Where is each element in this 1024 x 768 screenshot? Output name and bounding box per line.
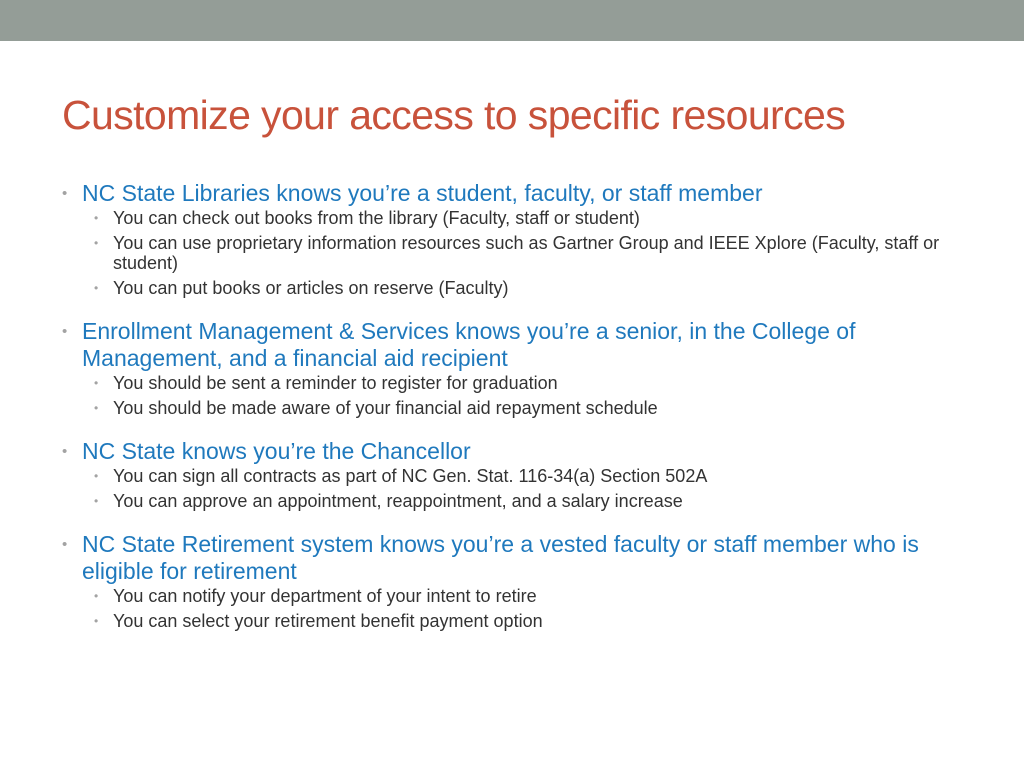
bullet-group: [62, 438, 962, 511]
bullet-group: [62, 531, 962, 631]
bullet-level1: [62, 531, 962, 585]
sub-bullet-list: [62, 373, 962, 418]
bullet-level2-text: You can put books or articles on reserve (Faculty): [113, 278, 509, 298]
bullet-dot-icon: •: [62, 443, 68, 460]
bullet-level2: [94, 466, 962, 486]
sub-bullet-dot-icon: •: [94, 211, 99, 225]
bullet-level2-text: You should be made aware of your financial aid repayment schedule: [113, 398, 658, 418]
bullet-level2: [94, 491, 962, 511]
sub-bullet-list: [62, 208, 962, 298]
bullet-group: [62, 318, 962, 418]
bullet-level2-text: You can notify your department of your intent to retire: [113, 586, 537, 606]
sub-bullet-dot-icon: •: [94, 469, 99, 483]
bullet-level2: [94, 373, 962, 393]
bullet-level1-text: NC State knows you’re the Chancellor: [82, 438, 471, 464]
bullet-level2-text: You can check out books from the library (Faculty, staff or student): [113, 208, 640, 228]
bullet-level2-text: You should be sent a reminder to register for graduation: [113, 373, 558, 393]
sub-bullet-list: [62, 586, 962, 631]
bullet-level1-text: NC State Retirement system knows you’re a vested faculty or staff member who is eligible for retirement: [82, 531, 919, 584]
bullet-list: [62, 180, 962, 651]
bullet-dot-icon: •: [62, 185, 68, 202]
bullet-level2: [94, 278, 962, 298]
bullet-level2: [94, 233, 962, 273]
bullet-level2: [94, 586, 962, 606]
bullet-group: [62, 180, 962, 298]
bullet-level2-text: You can use proprietary information resources such as Gartner Group and IEEE Xplore (Faculty, staff or student): [113, 233, 940, 273]
sub-bullet-dot-icon: •: [94, 236, 99, 250]
bullet-level2-text: You can select your retirement benefit payment option: [113, 611, 543, 631]
bullet-level2-text: You can approve an appointment, reappointment, and a salary increase: [113, 491, 683, 511]
bullet-level1-text: Enrollment Management & Services knows you’re a senior, in the College of Management, and a financial aid recipient: [82, 318, 856, 371]
sub-bullet-dot-icon: •: [94, 614, 99, 628]
sub-bullet-dot-icon: •: [94, 401, 99, 415]
bullet-level1: [62, 180, 962, 207]
sub-bullet-dot-icon: •: [94, 589, 99, 603]
bullet-level1-text: NC State Libraries knows you’re a student, faculty, or staff member: [82, 180, 763, 206]
bullet-level1: [62, 318, 962, 372]
bullet-dot-icon: •: [62, 323, 68, 340]
sub-bullet-dot-icon: •: [94, 376, 99, 390]
sub-bullet-list: [62, 466, 962, 511]
bullet-level2: [94, 398, 962, 418]
bullet-dot-icon: •: [62, 536, 68, 553]
bullet-level2-text: You can sign all contracts as part of NC Gen. Stat. 116-34(a) Section 502A: [113, 466, 708, 486]
bullet-level2: [94, 611, 962, 631]
sub-bullet-dot-icon: •: [94, 494, 99, 508]
top-accent-band: [0, 0, 1024, 41]
sub-bullet-dot-icon: •: [94, 281, 99, 295]
slide-title: Customize your access to specific resources: [62, 92, 846, 138]
bullet-level1: [62, 438, 962, 465]
bullet-level2: [94, 208, 962, 228]
